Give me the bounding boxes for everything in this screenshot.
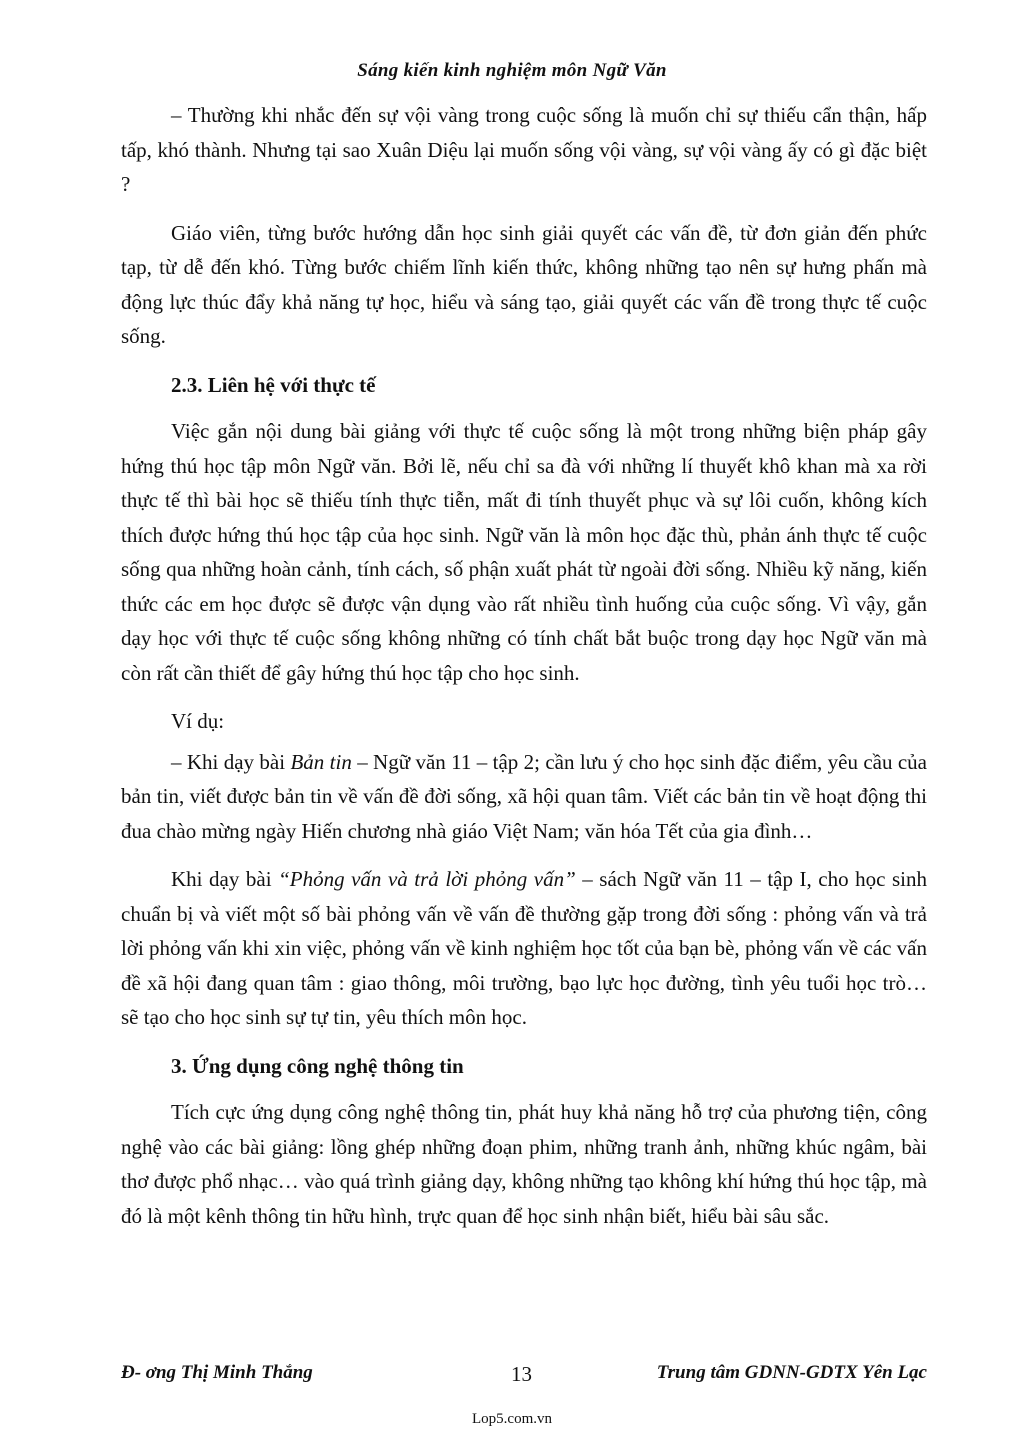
- lesson-title: Bản tin: [290, 749, 352, 774]
- paragraph-interview-example: [121, 862, 927, 1035]
- paragraph-it-application: Tích cực ứng dụng công nghệ thông tin, phát huy khả năng hỗ trợ của phương tiện, công nghệ vào các bài giảng: lồng ghép những đoạn phim, những tranh ảnh, những khúc ngâm, bài thơ được phổ nhạc… vào quá trình giảng dạy, không những tạo không khí hứng thú học tập, mà đó là một kênh thông tin hữu hình, trực quan để học sinh nhận biết, hiểu bài sâu sắc.: [121, 1100, 927, 1228]
- text-segment: Khi dạy bài: [171, 867, 279, 891]
- footer-organization: Trung tâm GDNN-GDTX Yên Lạc: [656, 1362, 927, 1383]
- website-watermark: Lop5.com.vn: [472, 1411, 552, 1427]
- footer-author: Đ- ơng Thị Minh Thắng: [121, 1362, 313, 1383]
- text-segment: – sách Ngữ văn 11 – tập I, cho học sinh chuẩn bị và viết một số bài phỏng vấn về vấn đề thường gặp trong đời sống : phỏng vấn và trả lời phỏng vấn khi xin việc, phỏng vấn về kinh nghiệm học tốt của bạn bè, phỏng vấn về các vấn đề xã hội đang quan tâm : giao thông, môi trường, bạo lực học đường, tình yêu tuổi học trò… sẽ tạo cho học sinh sự tự tin, yêu thích môn học.: [121, 867, 927, 1029]
- paragraph-question: – Thường khi nhắc đến sự vội vàng trong cuộc sống là muốn chỉ sự thiếu cẩn thận, hấp tấp, khó thành. Nhưng tại sao Xuân Diệu lại muốn sống vội vàng, sự vội vàng ấy có gì đặc biệt ?: [121, 103, 927, 196]
- page-header-title: Sáng kiến kinh nghiệm môn Ngữ Văn: [357, 60, 667, 81]
- page-footer: [121, 1362, 927, 1388]
- paragraph-example-label: Ví dụ:: [171, 709, 225, 733]
- page-number: 13: [511, 1362, 532, 1386]
- paragraph-teacher-guidance: Giáo viên, từng bước hướng dẫn học sinh giải quyết các vấn đề, từ đơn giản đến phức tạp, từ dễ đến khó. Từng bước chiếm lĩnh kiến thức, không những tạo nên sự hưng phấn mà động lực thúc đẩy khả năng tự học, hiểu và sáng tạo, giải quyết các vấn đề trong thực tế cuộc sống.: [121, 220, 927, 348]
- text-segment: – Khi dạy bài: [171, 749, 291, 774]
- paragraph-real-life: Việc gắn nội dung bài giảng với thực tế cuộc sống là một trong những biện pháp gây hứng thú học tập môn Ngữ văn. Bởi lẽ, nếu chỉ sa đà với những lí thuyết khô khan mà xa rời thực tế thì bài học sẽ thiếu tính thực tiễn, mất đi tính thuyết phục và sự lôi cuốn, không kích thích được hứng thú học tập của học sinh. Ngữ văn là môn học đặc thù, phản ánh thực tế cuộc sống qua những hoàn cảnh, tính cách, số phận xuất phát từ ngoài đời sống. Nhiều kỹ năng, kiến thức các em học được sẽ được vận dụng vào rất nhiều tình huống của cuộc sống. Vì vậy, gắn dạy học với thực tế cuộc sống không những có tính chất bắt buộc trong dạy học Ngữ văn mà còn rất cần thiết để gây hứng thú học tập cho học sinh.: [121, 419, 927, 685]
- section-heading-3: 3. Ứng dụng công nghệ thông tin: [171, 1053, 464, 1078]
- lesson-title: “Phỏng vấn và trả lời phỏng vấn”: [278, 867, 576, 891]
- section-heading-2-3: 2.3. Liên hệ với thực tế: [171, 372, 376, 397]
- text-segment: – Ngữ văn 11 – tập 2; cần lưu ý cho học sinh đặc điểm, yêu cầu của bản tin, viết được bản tin về vấn đề đời sống, xã hội quan tâm. Viết các bản tin về hoạt động thi đua chào mừng ngày Hiến chương nhà giáo Việt Nam; văn hóa Tết của gia đình…: [121, 749, 928, 843]
- paragraph-news-example: [121, 745, 927, 849]
- document-body: [121, 98, 927, 1247]
